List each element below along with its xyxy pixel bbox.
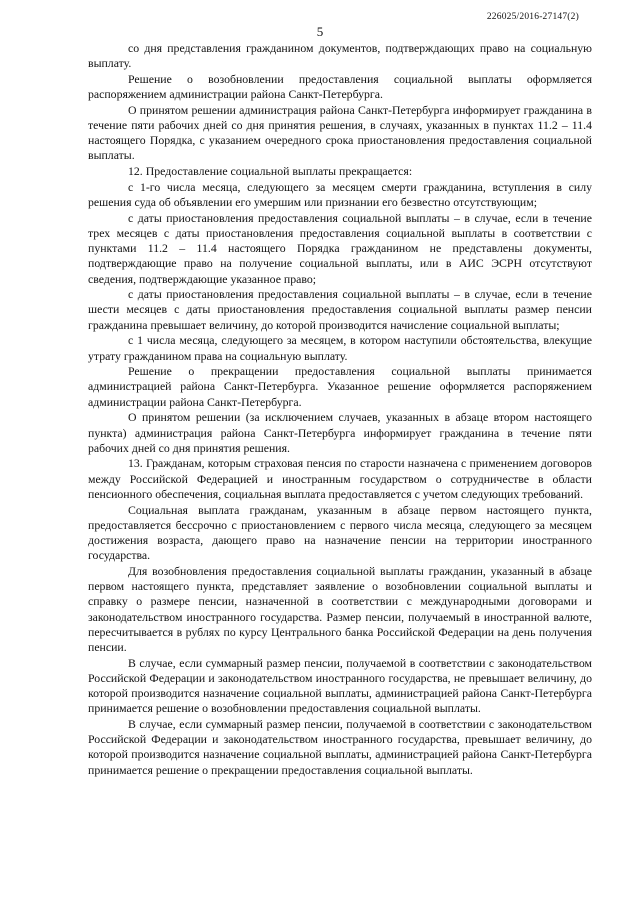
paragraph: В случае, если суммарный размер пенсии, получаемой в соответствии с законодательством Российской Федерации и законодательством иностранного государства, не превышает величину, до которой производится назначение социальной выплаты, администрацией района Санкт-Петербурга принимается решение о возобновлении предоставления социальной выплаты.	[88, 655, 592, 716]
paragraph: Для возобновления предоставления социальной выплаты гражданин, указанный в абзаце первом настоящего пункта, представляет заявление о возобновлении социальной выплаты и справку о размере пенсии, назначенной в соответствии с международными договорами и законодательством иностранного государства. Размер пенсии, получаемый в иностранной валюте, пересчитывается в рублях по курсу Центрального банка Российской Федерации на день получения пенсии.	[88, 563, 592, 654]
paragraph: О принятом решении администрация района Санкт-Петербурга информирует гражданина в течение пяти рабочих дней со дня принятия решения, в случаях, указанных в пунктах 11.2 – 11.4 настоящего Порядка, с указанием очередного срока приостановления предоставления социальной выплаты.	[88, 102, 592, 163]
paragraph: Социальная выплата гражданам, указанным в абзаце первом настоящего пункта, предоставляется бессрочно с приостановлением с первого числа месяца, следующего за месяцем достижения возраста, дающего право на назначение пенсии на территории иностранного государства.	[88, 502, 592, 563]
paragraph: О принятом решении (за исключением случаев, указанных в абзаце втором настоящего пункта) администрация района Санкт-Петербурга информирует гражданина в течение пяти рабочих дней со дня принятия решения.	[88, 410, 592, 455]
paragraph: с 1-го числа месяца, следующего за месяцем смерти гражданина, вступления в силу решения суда об объявлении его умершим или признании его безвестно отсутствующим;	[88, 179, 592, 210]
page-number: 5	[316, 24, 324, 39]
paragraph: В случае, если суммарный размер пенсии, получаемой в соответствии с законодательством Российской Федерации и законодательством иностранного государства, превышает величину, до которой производится назначение социальной выплаты, администрацией района Санкт-Петербурга принимается решение о прекращении предоставления социальной выплаты.	[88, 716, 592, 777]
paragraph: с даты приостановления предоставления социальной выплаты – в случае, если в течение трех месяцев с даты приостановления предоставления социальной выплаты в соответствии с пунктами 11.2 – 11.4 настоящего Порядка гражданином не представлены документы, подтверждающие право на получение социальной выплаты, или в АИС ЭСРН отсутствуют сведения, подтверждающие указанное право;	[88, 210, 592, 286]
paragraph: с даты приостановления предоставления социальной выплаты – в случае, если в течение шести месяцев с даты приостановления предоставления социальной выплаты размер пенсии гражданина превышает величину, до которой производится начисление социальной выплаты;	[88, 287, 592, 332]
paragraph: 12. Предоставление социальной выплаты прекращается:	[128, 164, 413, 179]
document-body	[88, 41, 592, 778]
paragraph: 13. Гражданам, которым страховая пенсия по старости назначена с применением договоров между Российской Федерацией и иностранным государством о сотрудничестве в области пенсионного обеспечения, социальная выплата предоставляется с учетом следующих требований.	[88, 456, 592, 501]
paragraph: со дня представления гражданином документов, подтверждающих право на социальную выплату.	[88, 41, 592, 71]
document-id: 226025/2016-27147(2)	[486, 12, 579, 22]
paragraph: с 1 числа месяца, следующего за месяцем, в котором наступили обстоятельства, влекущие утрату гражданином права на социальную выплату.	[88, 333, 592, 363]
paragraph: Решение о прекращении предоставления социальной выплаты принимается администрацией района Санкт-Петербурга. Указанное решение оформляется распоряжением администрации района Санкт-Петербурга.	[88, 364, 592, 409]
paragraph: Решение о возобновлении предоставления социальной выплаты оформляется распоряжением администрации района Санкт-Петербурга.	[88, 71, 592, 102]
